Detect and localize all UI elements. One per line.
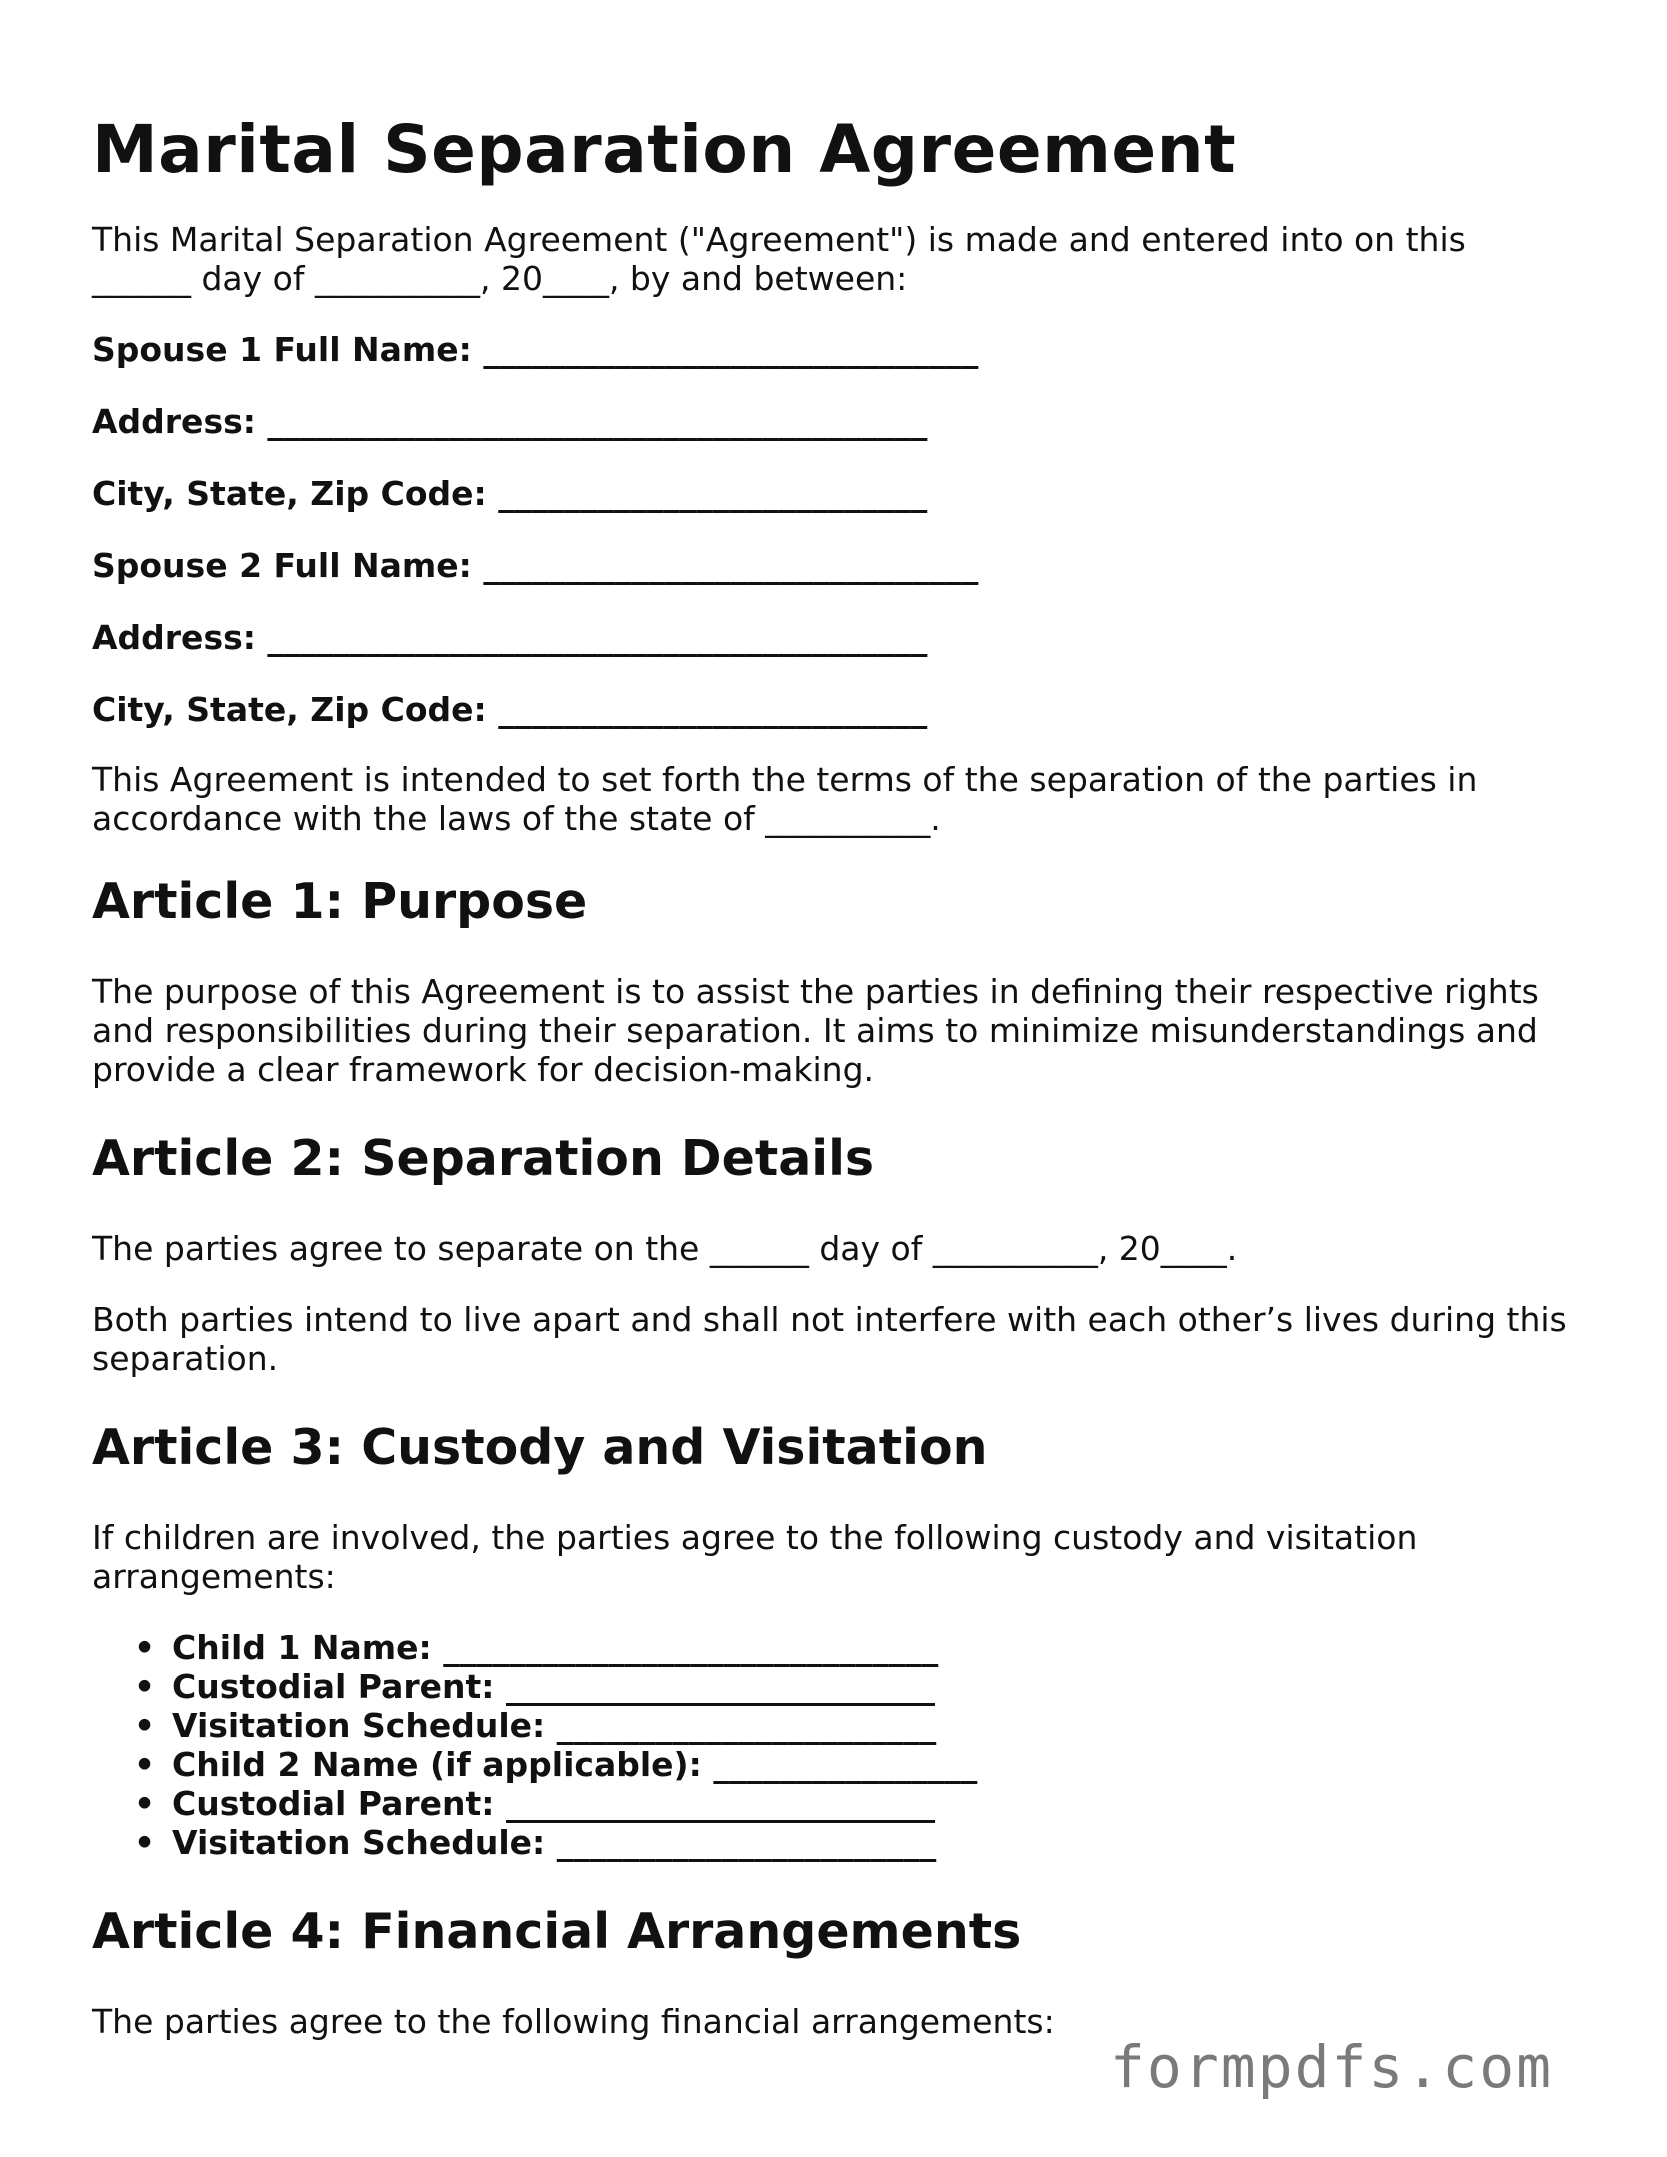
spouse1-name-field[interactable] (92, 330, 1572, 370)
field-label: Spouse 1 Full Name: (92, 330, 472, 369)
article2-heading: Article 2: Separation Details (92, 1130, 875, 1187)
intro-paragraph: This Marital Separation Agreement ("Agreement") is made and entered into on this ______ day of __________, 20____, by and between: (92, 220, 1466, 298)
field-label: Address: (92, 402, 256, 441)
field-blank[interactable]: ________________________________________ (267, 402, 928, 441)
spouse1-address-field[interactable] (92, 402, 1572, 442)
item-label: Custodial Parent: (172, 1784, 495, 1823)
bullet-icon: • (134, 1706, 156, 1745)
field-label: City, State, Zip Code: (92, 690, 487, 729)
field-blank[interactable]: ________________________________________ (267, 618, 928, 657)
article1-heading: Article 1: Purpose (92, 873, 588, 930)
intent-paragraph: This Agreement is intended to set forth the terms of the separation of the parties in accordance with the laws of the state of __________. (92, 760, 1478, 838)
list-item[interactable] (134, 1745, 1572, 1784)
article3-heading: Article 3: Custody and Visitation (92, 1419, 988, 1476)
field-label: Address: (92, 618, 256, 657)
spouse1-city-state-zip-field[interactable] (92, 474, 1572, 514)
article2-body-intent: Both parties intend to live apart and shall not interfere with each other’s lives during this separation. (92, 1300, 1567, 1378)
field-blank[interactable]: __________________________ (498, 690, 928, 729)
item-blank[interactable]: ________________ (713, 1745, 978, 1784)
item-blank[interactable]: _______________________ (556, 1823, 937, 1862)
item-label: Visitation Schedule: (172, 1706, 546, 1745)
field-blank[interactable]: ______________________________ (483, 330, 979, 369)
list-item[interactable] (134, 1667, 1572, 1706)
spouse2-address-field[interactable] (92, 618, 1572, 658)
spouse2-city-state-zip-field[interactable] (92, 690, 1572, 730)
bullet-icon: • (134, 1628, 156, 1667)
item-blank[interactable]: __________________________ (506, 1784, 935, 1823)
bullet-icon: • (134, 1745, 156, 1784)
bullet-icon: • (134, 1823, 156, 1862)
item-label: Custodial Parent: (172, 1667, 495, 1706)
item-label: Child 2 Name (if applicable): (172, 1745, 702, 1784)
article3-body: If children are involved, the parties agree to the following custody and visitation arrangements: (92, 1518, 1418, 1596)
document-title: Marital Separation Agreement (92, 111, 1237, 188)
article4-body: The parties agree to the following financial arrangements: (92, 2002, 1055, 2041)
item-blank[interactable]: _______________________ (556, 1706, 937, 1745)
field-blank[interactable]: __________________________ (498, 474, 928, 513)
list-item[interactable] (134, 1628, 1572, 1667)
field-label: Spouse 2 Full Name: (92, 546, 472, 585)
document-page (92, 110, 1572, 2041)
field-label: City, State, Zip Code: (92, 474, 487, 513)
article2-body-date: The parties agree to separate on the ______ day of __________, 20____. (92, 1229, 1238, 1268)
item-label: Child 1 Name: (172, 1628, 432, 1667)
list-item[interactable] (134, 1823, 1572, 1862)
custody-list (92, 1628, 1572, 1862)
list-item[interactable] (134, 1784, 1572, 1823)
spouse2-name-field[interactable] (92, 546, 1572, 586)
item-label: Visitation Schedule: (172, 1823, 546, 1862)
field-blank[interactable]: ______________________________ (483, 546, 979, 585)
article1-body: The purpose of this Agreement is to assist the parties in defining their respective rights and responsibilities during their separation. It aims to minimize misunderstandings and provide a clear framework for decision-making. (92, 972, 1539, 1089)
article4-heading: Article 4: Financial Arrangements (92, 1903, 1022, 1960)
bullet-icon: • (134, 1784, 156, 1823)
list-item[interactable] (134, 1706, 1572, 1745)
item-blank[interactable]: ______________________________ (443, 1628, 939, 1667)
watermark-text: formpdfs.com (1110, 2033, 1554, 2101)
item-blank[interactable]: __________________________ (506, 1667, 935, 1706)
bullet-icon: • (134, 1667, 156, 1706)
